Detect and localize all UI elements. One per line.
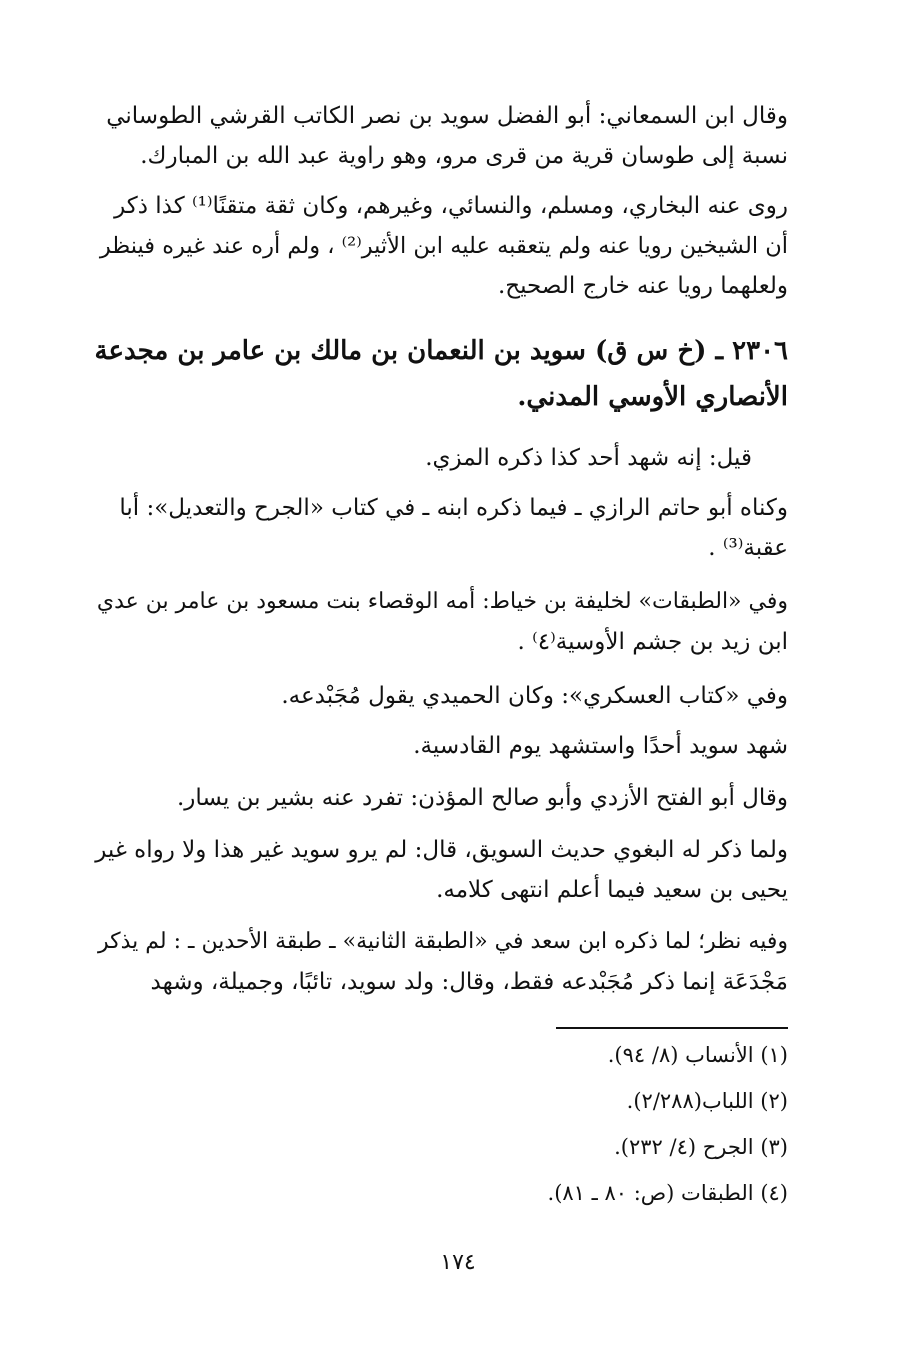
paragraph-samani <box>92 96 788 176</box>
paragraph-mizzi <box>92 438 788 478</box>
text-line: ولعلهما رويا عنه خارج الصحيح. <box>497 273 788 299</box>
heading-line: الأنصاري الأوسي المدني. <box>517 382 788 412</box>
text-line: وفي «كتاب العسكري»: وكان الحميدي يقول مُجَبْدعه. <box>281 683 788 709</box>
text-line: روى عنه البخاري، ومسلم، والنسائي، وغيرهم، وكان ثقة متقنًا⁽¹⁾ كذا ذكر <box>114 193 788 219</box>
entry-heading <box>92 328 788 420</box>
text-line: وقال أبو الفتح الأزدي وأبو صالح المؤذن: تفرد عنه بشير بن يسار. <box>177 785 788 811</box>
page-number: ١٧٤ <box>440 1250 476 1275</box>
text-line: يحيى بن سعيد فيما أعلم انتهى كلامه. <box>436 877 788 903</box>
paragraph-azdi <box>92 778 788 818</box>
footnote-1: (١) الأنساب (٨/ ٩٤). <box>607 1043 788 1067</box>
text-line: شهد سويد أحدًا واستشهد يوم القادسية. <box>413 733 788 759</box>
paragraph-baghawi <box>92 830 788 910</box>
text-line: أن الشيخين رويا عنه ولم يتعقبه عليه ابن الأثير⁽²⁾ ، ولم أره عند غيره فينظر <box>99 233 788 259</box>
text-line: ابن زيد بن جشم الأوسية⁽٤⁾ . <box>517 629 788 655</box>
text-line: نسبة إلى طوسان قرية من قرى مرو، وهو راوية عبد الله بن المبارك. <box>140 143 788 169</box>
footnote-4: (٤) الطبقات (ص: ٨٠ ـ ٨١). <box>547 1181 788 1205</box>
text-line: وقال ابن السمعاني: أبو الفضل سويد بن نصر الكاتب القرشي الطوساني <box>106 103 788 129</box>
footnote-2: (٢) اللباب(٢/٢٨٨). <box>626 1089 788 1113</box>
text-line: وفي «الطبقات» لخليفة بن خياط: أمه الوقصاء بنت مسعود بن عامر بن عدي <box>96 589 788 614</box>
text-line: وفيه نظر؛ لما ذكره ابن سعد في «الطبقة الثانية» ـ طبقة الأحدين ـ : لم يذكر <box>97 929 788 954</box>
text-line: قيل: إنه شهد أحد كذا ذكره المزي. <box>425 445 752 471</box>
paragraph-khalifa <box>92 582 788 662</box>
text-line: عقبة⁽³⁾ . <box>708 535 788 561</box>
text-line: مَجْدَعَة إنما ذكر مُجَبْدعه فقط، وقال: ولد سويد، تائبًا، وجميلة، وشهد <box>150 969 788 995</box>
paragraph-ibn-saad <box>92 922 788 1002</box>
footnote-3: (٣) الجرح (٤/ ٢٣٢). <box>614 1135 788 1159</box>
paragraph-askari <box>92 676 788 716</box>
paragraph-abu-hatim <box>92 488 788 568</box>
paragraph-qadisiyya <box>92 726 788 766</box>
footnote-separator <box>556 1027 788 1029</box>
paragraph-narrators <box>92 186 788 306</box>
text-line: وكناه أبو حاتم الرازي ـ فيما ذكره ابنه ـ في كتاب «الجرح والتعديل»: أبا <box>119 495 788 521</box>
heading-line: ٢٣٠٦ ـ (خ س ق) سويد بن النعمان بن مالك بن عامر بن مجدعة <box>94 336 788 366</box>
text-line: ولما ذكر له البغوي حديث السويق، قال: لم يرو سويد غير هذا ولا رواه غير <box>95 837 788 863</box>
